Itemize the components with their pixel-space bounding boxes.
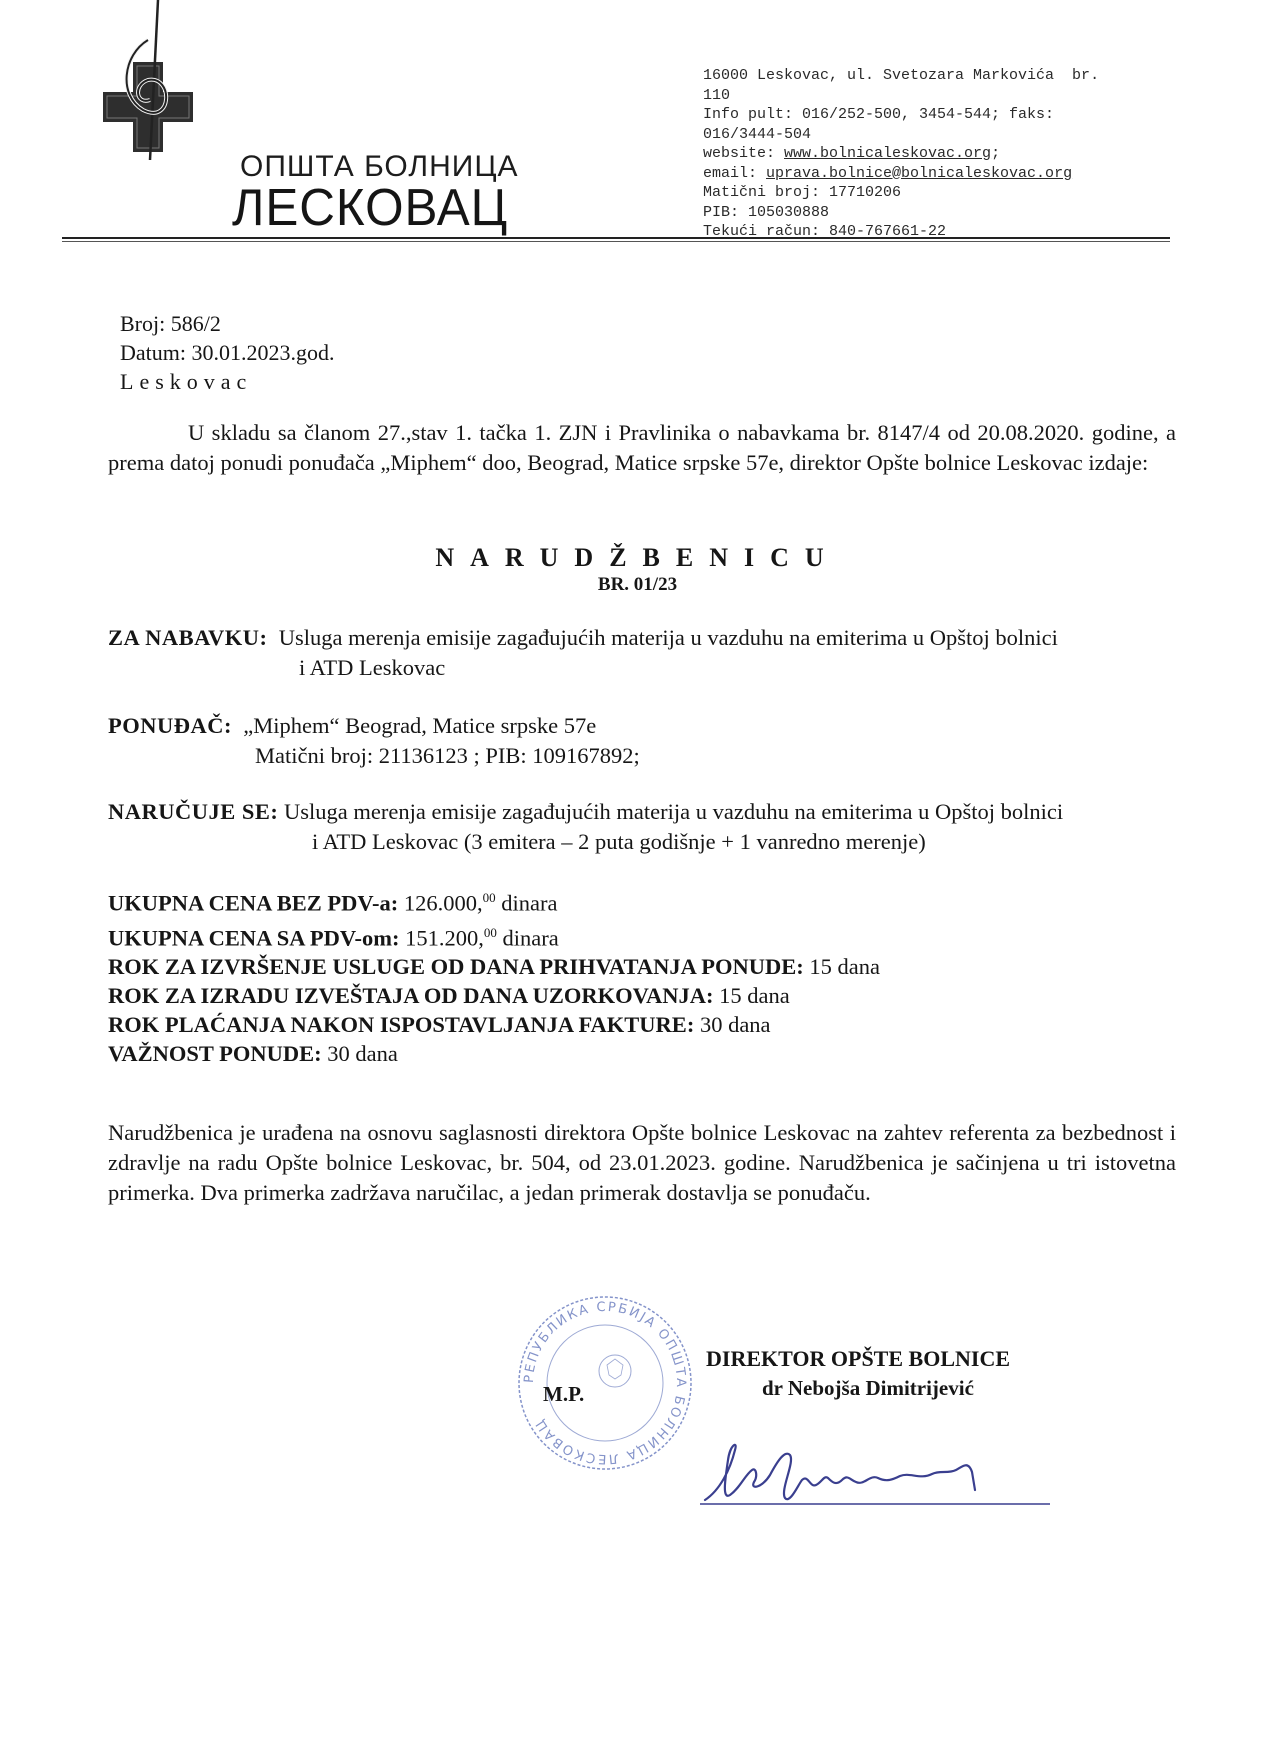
reference-number: Broj: 586/2	[120, 311, 221, 336]
term-value: 15 dana	[719, 983, 790, 1008]
term-label: ROK PLAĆANJA NAKON ISPOSTAVLJANJA FAKTURE:	[108, 1012, 695, 1037]
official-stamp-icon	[515, 1293, 695, 1473]
header-divider	[62, 237, 1170, 239]
director-name: dr Nebojša Dimitrijević	[762, 1376, 974, 1400]
closing-paragraph: Narudžbenica je urađena na osnovu saglasnosti direktora Opšte bolnice Leskovac na zahtev referenta za bezbednost i zdravlje na radu Opšte bolnice Leskovac, br. 504, od 23.01.2023. godine. Narudžbenica je sačinjena u tri istovetna primerka. Dva primerka zadržava naručilac, a jedan primerak dostavlja se ponuđaču.	[108, 1120, 1176, 1205]
narucuje-value-line2: i ATD Leskovac (3 emitera – 2 puta godišnje + 1 vanredno merenje)	[312, 829, 926, 854]
ponudjac-label: PONUĐAČ:	[108, 713, 232, 738]
hospital-name-line1: ОПШТА БОЛНИЦА	[240, 150, 519, 183]
term-offer-validity	[108, 1039, 880, 1068]
term-label: ROK ZA IZRADU IZVEŠTAJA OD DANA UZORKOVANJA:	[108, 983, 714, 1008]
contact-racun: Tekući račun: 840-767661-22	[703, 223, 947, 240]
term-value: 30 dana	[699, 1012, 771, 1037]
reference-place: Leskovac	[120, 369, 253, 394]
term-label: UKUPNA CENA SA PDV-om:	[108, 925, 400, 950]
contact-pib: PIB: 105030888	[703, 203, 830, 221]
handwritten-signature-icon	[700, 1430, 1060, 1520]
field-nabavka	[108, 623, 1183, 683]
email-label: email:	[703, 164, 767, 182]
header-divider-thin	[62, 241, 1170, 242]
director-title: DIREKTOR OPŠTE BOLNICE	[706, 1346, 1011, 1371]
contact-address: 16000 Leskovac, ul. Svetozara Markovića br.	[703, 67, 1100, 84]
narucuje-value-line1: Usluga merenja emisije zagađujućih materija u vazduhu na emiterima u Opštoj bolnici	[284, 799, 1064, 824]
term-payment-deadline	[108, 1010, 880, 1039]
term-value: 30 dana	[327, 1041, 398, 1066]
hospital-name-line2: ЛЕСКОВАЦ	[232, 179, 509, 237]
contact-fax: 016/3444-504	[703, 125, 812, 143]
term-value-decimals: 00	[482, 890, 496, 905]
document-number: BR. 01/23	[597, 574, 678, 595]
contact-address-cont: 110	[703, 86, 731, 104]
field-narucuje	[108, 797, 1183, 857]
website-suffix: ;	[991, 145, 1001, 162]
stamp-placeholder-label: M.P.	[543, 1382, 585, 1406]
term-label: UKUPNA CENA BEZ PDV-a:	[108, 890, 399, 916]
term-execution-deadline	[108, 952, 880, 981]
reference-block	[120, 309, 335, 396]
reference-date: Datum: 30.01.2023.god.	[120, 340, 335, 365]
website-label: website:	[703, 145, 785, 162]
terms-block	[108, 883, 880, 1068]
contact-block	[703, 66, 1153, 242]
contact-website-line	[703, 144, 1153, 164]
email-link[interactable]: uprava.bolnice@bolnicaleskovac.org	[766, 164, 1073, 182]
term-value-decimals: 00	[483, 924, 497, 940]
term-value: 126.000,	[403, 890, 483, 916]
term-price-with-vat	[108, 918, 880, 953]
stamp-text: РЕПУБЛИКА СРБИЈА ОПШТА БОЛНИЦА ЛЕСКОВАЦ	[521, 1299, 689, 1467]
intro-paragraph: U skladu sa članom 27.,stav 1. tačka 1. ZJN i Pravlinika o nabavkama br. 8147/4 od 20.08.2020. godine, a prema datoj ponudi ponuđača „Miphem“ doo, Beograd, Matice srpske 57e, direktor Opšte bolnice Leskovac izdaje:	[108, 420, 1176, 475]
website-link[interactable]: www.bolnicaleskovac.org	[784, 145, 992, 162]
term-unit: dinara	[502, 925, 559, 950]
field-ponudjac	[108, 711, 1183, 771]
hospital-logo-icon	[78, 0, 198, 205]
term-value: 151.200,	[405, 925, 484, 950]
nabavka-value-line1: Usluga merenja emisije zagađujućih materija u vazduhu na emiterima u Opštoj bolnici	[278, 625, 1058, 650]
nabavka-value-line2: i ATD Leskovac	[299, 655, 446, 680]
term-value: 15 dana	[809, 954, 880, 979]
term-report-deadline	[108, 981, 880, 1010]
nabavka-label: ZA NABAVKU:	[108, 625, 268, 650]
term-label: VAŽNOST PONUDE:	[108, 1041, 322, 1066]
term-label: ROK ZA IZVRŠENJE USLUGE OD DANA PRIHVATANJA PONUDE:	[108, 954, 804, 979]
contact-email-line	[703, 164, 1153, 184]
document-title: NARUDŽBENICU	[435, 543, 840, 572]
ponudjac-value-line1: „Miphem“ Beograd, Matice srpske 57e	[243, 713, 597, 738]
narucuje-label: NARUČUJE SE:	[108, 799, 279, 824]
term-price-without-vat	[108, 883, 880, 918]
term-unit: dinara	[501, 890, 558, 916]
contact-info-line: Info pult: 016/252-500, 3454-544; faks:	[703, 106, 1055, 123]
contact-maticni: Matični broj: 17710206	[703, 184, 902, 201]
ponudjac-value-line2: Matični broj: 21136123 ; PIB: 109167892;	[255, 743, 640, 768]
